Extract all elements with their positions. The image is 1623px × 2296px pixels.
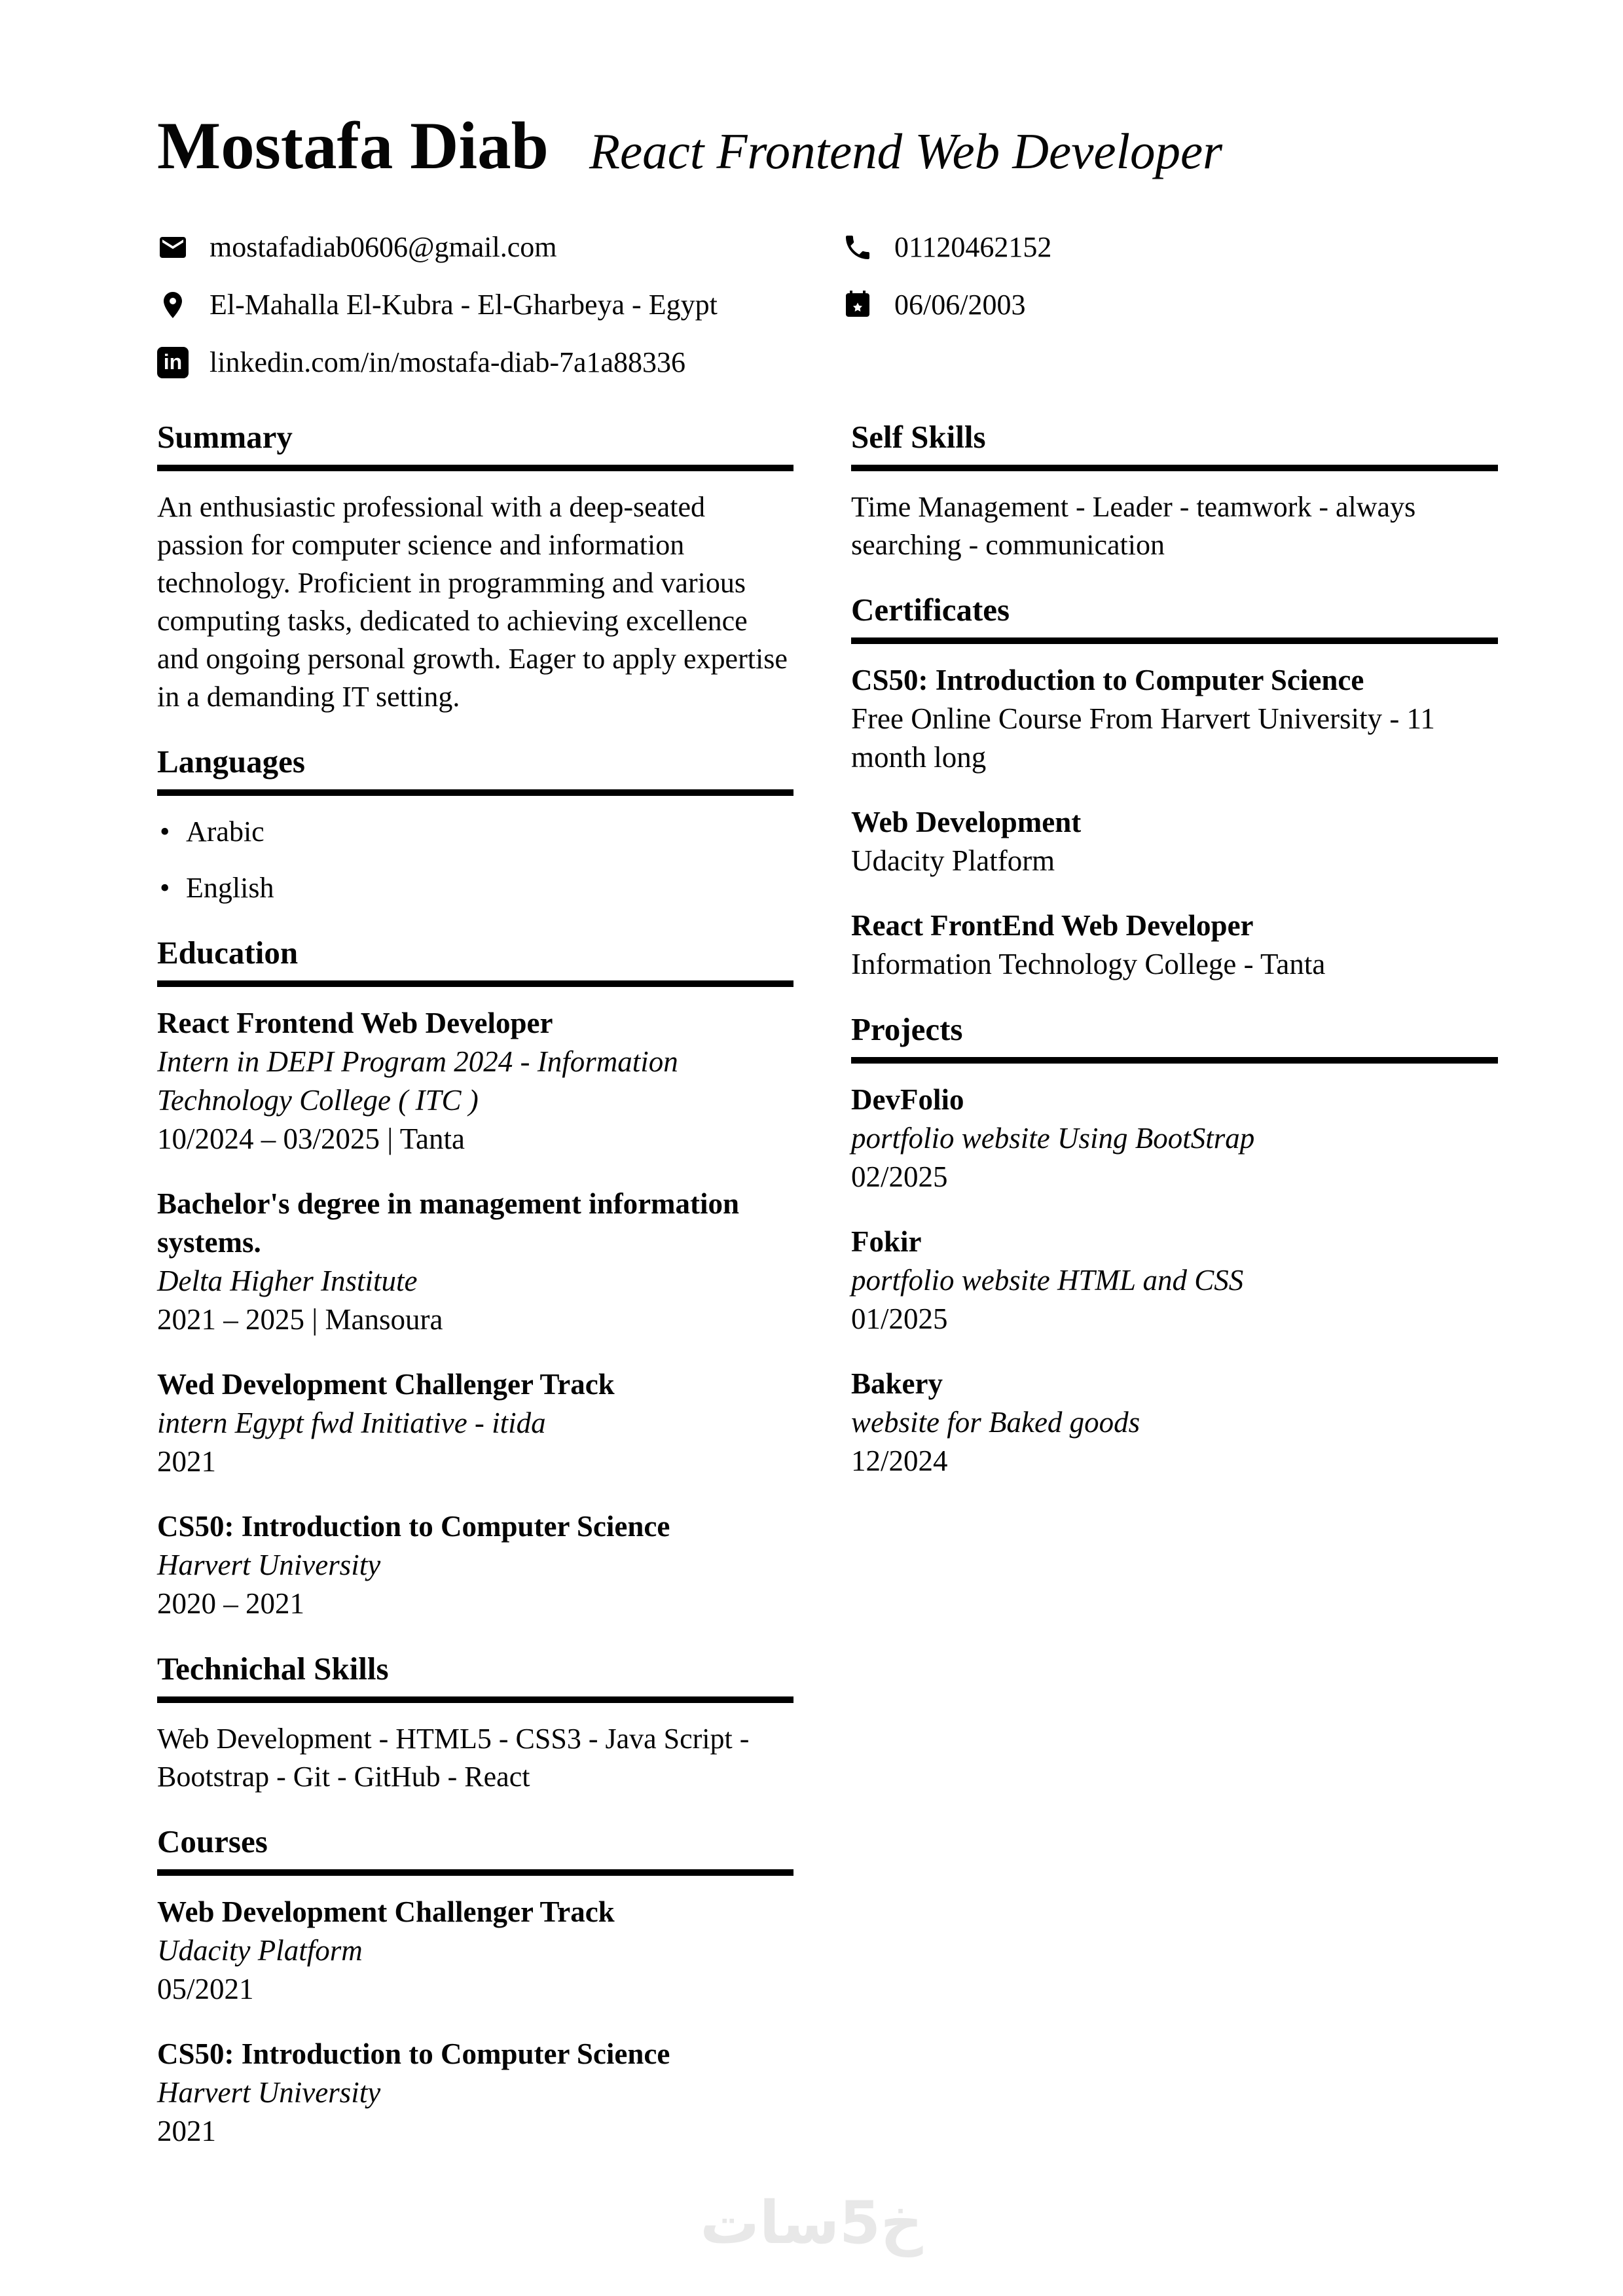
entry-date: 12/2024 bbox=[851, 1444, 948, 1477]
entry-date: 05/2021 bbox=[157, 1973, 254, 2005]
phone-value: 01120462152 bbox=[894, 231, 1052, 263]
entry-subtitle: Intern in DEPI Program 2024 - Information Technology College ( ITC ) bbox=[157, 1045, 678, 1117]
entry-title: React FrontEnd Web Developer bbox=[851, 909, 1254, 942]
linkedin-value: linkedin.com/in/mostafa-diab-7a1a88336 bbox=[210, 346, 686, 378]
section-heading-languages: Languages bbox=[157, 744, 793, 796]
entry-title: CS50: Introduction to Computer Science bbox=[851, 664, 1364, 696]
contact-phone bbox=[842, 230, 1051, 264]
entry-description: Free Online Course From Harvert University - 11 month long bbox=[851, 702, 1435, 774]
education-entries bbox=[157, 1004, 793, 1623]
project-entry bbox=[851, 1081, 1498, 1196]
entry-subtitle: intern Egypt fwd Initiative - itida bbox=[157, 1407, 546, 1439]
section-heading-projects: Projects bbox=[851, 1011, 1498, 1064]
certificate-entry bbox=[851, 906, 1498, 984]
certificate-entry bbox=[851, 803, 1498, 880]
entry-title: Wed Development Challenger Track bbox=[157, 1368, 615, 1401]
entry-title: Web Development Challenger Track bbox=[157, 1895, 615, 1928]
language-item: • Arabic bbox=[157, 813, 793, 851]
project-entry bbox=[851, 1223, 1498, 1338]
email-icon bbox=[157, 232, 189, 263]
contact-location bbox=[157, 288, 718, 322]
right-column bbox=[851, 419, 1498, 1480]
summary-text: An enthusiastic professional with a deep-seated passion for computer science and information technology. Proficient in programming and various computing tasks, dedicated to achieving excellence and ongoing personal growth. Eager to apply expertise in a demanding IT setting. bbox=[157, 491, 788, 713]
technical-skills-text: Web Development - HTML5 - CSS3 - Java Script - Bootstrap - Git - GitHub - React bbox=[157, 1723, 750, 1793]
certificate-entry bbox=[851, 661, 1498, 777]
khamsat-watermark: خ5سات bbox=[700, 2189, 923, 2257]
email-value: mostafadiab0606@gmail.com bbox=[210, 231, 557, 263]
entry-date: 2021 bbox=[157, 2115, 216, 2147]
course-entry bbox=[157, 2035, 793, 2151]
entry-subtitle: Harvert University bbox=[157, 2076, 381, 2109]
entry-title: React Frontend Web Developer bbox=[157, 1007, 553, 1039]
project-entry bbox=[851, 1365, 1498, 1480]
entry-subtitle: Harvert University bbox=[157, 1549, 381, 1581]
entry-subtitle: portfolio website HTML and CSS bbox=[851, 1264, 1244, 1297]
entry-subtitle: Delta Higher Institute bbox=[157, 1265, 418, 1297]
entry-subtitle: portfolio website Using BootStrap bbox=[851, 1122, 1255, 1155]
entry-subtitle: website for Baked goods bbox=[851, 1406, 1140, 1439]
section-heading-summary: Summary bbox=[157, 419, 793, 471]
page-title: Mostafa Diab bbox=[157, 109, 549, 183]
entry-description: Information Technology College - Tanta bbox=[851, 948, 1326, 980]
section-heading-certificates: Certificates bbox=[851, 592, 1498, 644]
entry-date: 2021 bbox=[157, 1445, 216, 1478]
courses-entries bbox=[157, 1893, 793, 2151]
phone-icon bbox=[842, 232, 873, 263]
contact-email bbox=[157, 230, 718, 264]
entry-date: 10/2024 – 03/2025 | Tanta bbox=[157, 1122, 465, 1155]
entry-title: CS50: Introduction to Computer Science bbox=[157, 2037, 670, 2070]
entry-title: DevFolio bbox=[851, 1083, 964, 1116]
languages-list bbox=[157, 813, 793, 907]
course-entry bbox=[157, 1893, 793, 2009]
entry-description: Udacity Platform bbox=[851, 844, 1055, 877]
entry-subtitle: Udacity Platform bbox=[157, 1934, 363, 1967]
job-title: React Frontend Web Developer bbox=[589, 123, 1223, 179]
entry-title: Bachelor's degree in management information systems. bbox=[157, 1187, 740, 1259]
education-entry bbox=[157, 1185, 793, 1339]
section-heading-self-skills: Self Skills bbox=[851, 419, 1498, 471]
entry-date: 02/2025 bbox=[851, 1160, 948, 1193]
contact-birthdate bbox=[842, 288, 1051, 322]
linkedin-icon: in bbox=[157, 347, 189, 378]
location-pin-icon bbox=[157, 289, 189, 321]
header bbox=[157, 109, 1223, 183]
language-item: • English bbox=[157, 869, 793, 907]
contact-right bbox=[842, 230, 1051, 346]
education-entry bbox=[157, 1004, 793, 1158]
education-entry bbox=[157, 1507, 793, 1623]
calendar-star-icon bbox=[842, 289, 873, 321]
entry-date: 01/2025 bbox=[851, 1302, 948, 1335]
contact-linkedin bbox=[157, 346, 718, 380]
contact-left bbox=[157, 230, 718, 403]
entry-title: Web Development bbox=[851, 806, 1082, 838]
birthdate-value: 06/06/2003 bbox=[894, 289, 1026, 321]
section-heading-technical-skills: Technichal Skills bbox=[157, 1651, 793, 1703]
certificates-entries bbox=[851, 661, 1498, 984]
location-value: El-Mahalla El-Kubra - El-Gharbeya - Egypt bbox=[210, 289, 718, 321]
section-heading-education: Education bbox=[157, 935, 793, 987]
self-skills-text: Time Management - Leader - teamwork - always searching - communication bbox=[851, 491, 1416, 561]
left-column bbox=[157, 419, 793, 2151]
section-heading-courses: Courses bbox=[157, 1823, 793, 1876]
entry-date: 2020 – 2021 bbox=[157, 1587, 304, 1620]
entry-title: CS50: Introduction to Computer Science bbox=[157, 1510, 670, 1543]
entry-date: 2021 – 2025 | Mansoura bbox=[157, 1303, 443, 1336]
projects-entries bbox=[851, 1081, 1498, 1480]
entry-title: Fokir bbox=[851, 1225, 922, 1258]
entry-title: Bakery bbox=[851, 1367, 943, 1400]
education-entry bbox=[157, 1365, 793, 1481]
